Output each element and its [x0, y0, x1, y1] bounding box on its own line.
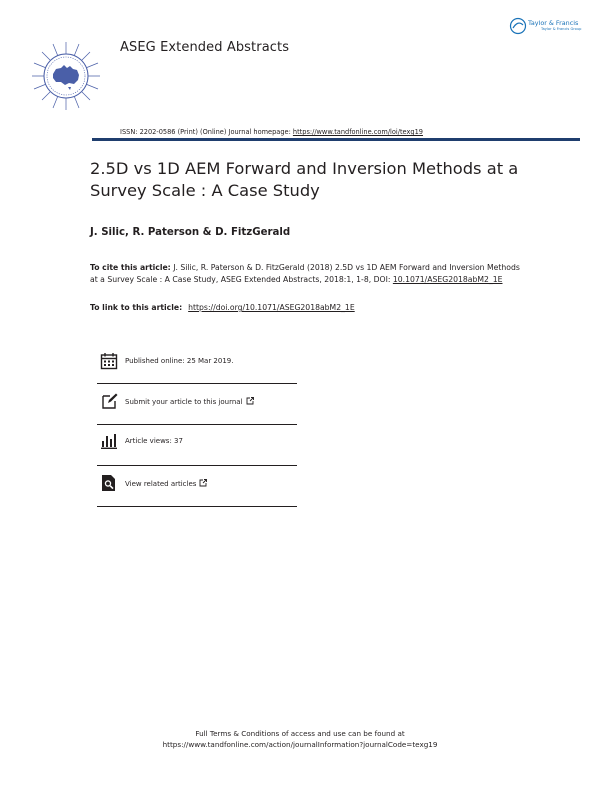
external-link-icon [246, 397, 254, 405]
divider [97, 424, 297, 425]
submit-article-link[interactable] [100, 392, 300, 412]
issn-text: ISSN: 2202-0586 (Print) (Online) Journal homepage: [120, 128, 293, 136]
article-views-row [100, 432, 300, 452]
journal-title: ASEG Extended Abstracts [120, 40, 290, 55]
external-link-icon [199, 479, 207, 487]
article-views: Article views: 37 [125, 437, 183, 445]
taylor-francis-logo-subtext: Taylor & Francis Group [541, 27, 582, 31]
journal-homepage-link[interactable]: https://www.tandfonline.com/loi/texg19 [292, 128, 423, 136]
header-rule [92, 138, 580, 141]
taylor-francis-logo-text: Taylor & Francis [528, 19, 579, 27]
submit-article-label [125, 397, 254, 406]
citation [90, 262, 520, 285]
footer [0, 728, 600, 750]
citation-doi[interactable]: 10.1071/ASEG2018abM2_1E [392, 274, 503, 284]
issn-line [120, 128, 423, 136]
aseg-star-logo-icon [28, 38, 104, 114]
published-date: Published online: 25 Mar 2019. [125, 357, 234, 365]
calendar-icon [100, 352, 118, 370]
article-link-label: To link to this article: [90, 303, 183, 312]
bar-chart-icon [100, 432, 118, 450]
related-articles-text: View related articles [125, 480, 197, 488]
article-link-line [90, 303, 355, 312]
footer-terms-text: Full Terms & Conditions of access and use can be found at [195, 729, 405, 738]
edit-icon [100, 392, 118, 410]
taylor-francis-logo[interactable] [508, 16, 588, 38]
related-articles-link[interactable] [100, 474, 300, 494]
article-title: 2.5D vs 1D AEM Forward and Inversion Methods at a Survey Scale : A Case Study [90, 159, 519, 200]
article-doi-link[interactable]: https://doi.org/10.1071/ASEG2018abM2_1E [188, 303, 355, 312]
authors: J. Silic, R. Paterson & D. FitzGerald [90, 227, 291, 238]
footer-terms-link[interactable]: https://www.tandfonline.com/action/journalInformation?journalCode=texg19 [162, 740, 438, 749]
aseg-logo [28, 38, 104, 114]
search-document-icon [100, 474, 118, 492]
published-row [100, 352, 300, 372]
related-articles-label [125, 479, 207, 488]
divider [97, 506, 297, 507]
citation-label: To cite this article: [90, 263, 171, 272]
divider [97, 465, 297, 466]
citation-text: J. Silic, R. Paterson & D. FitzGerald (2018) 2.5D vs 1D AEM Forward and Inversion Methods at a Survey Scale : A Case Study, ASEG Extended Abstracts, 2018:1, 1-8, DOI: [90, 263, 520, 284]
divider [97, 383, 297, 384]
submit-article-text: Submit your article to this journal [125, 398, 243, 406]
